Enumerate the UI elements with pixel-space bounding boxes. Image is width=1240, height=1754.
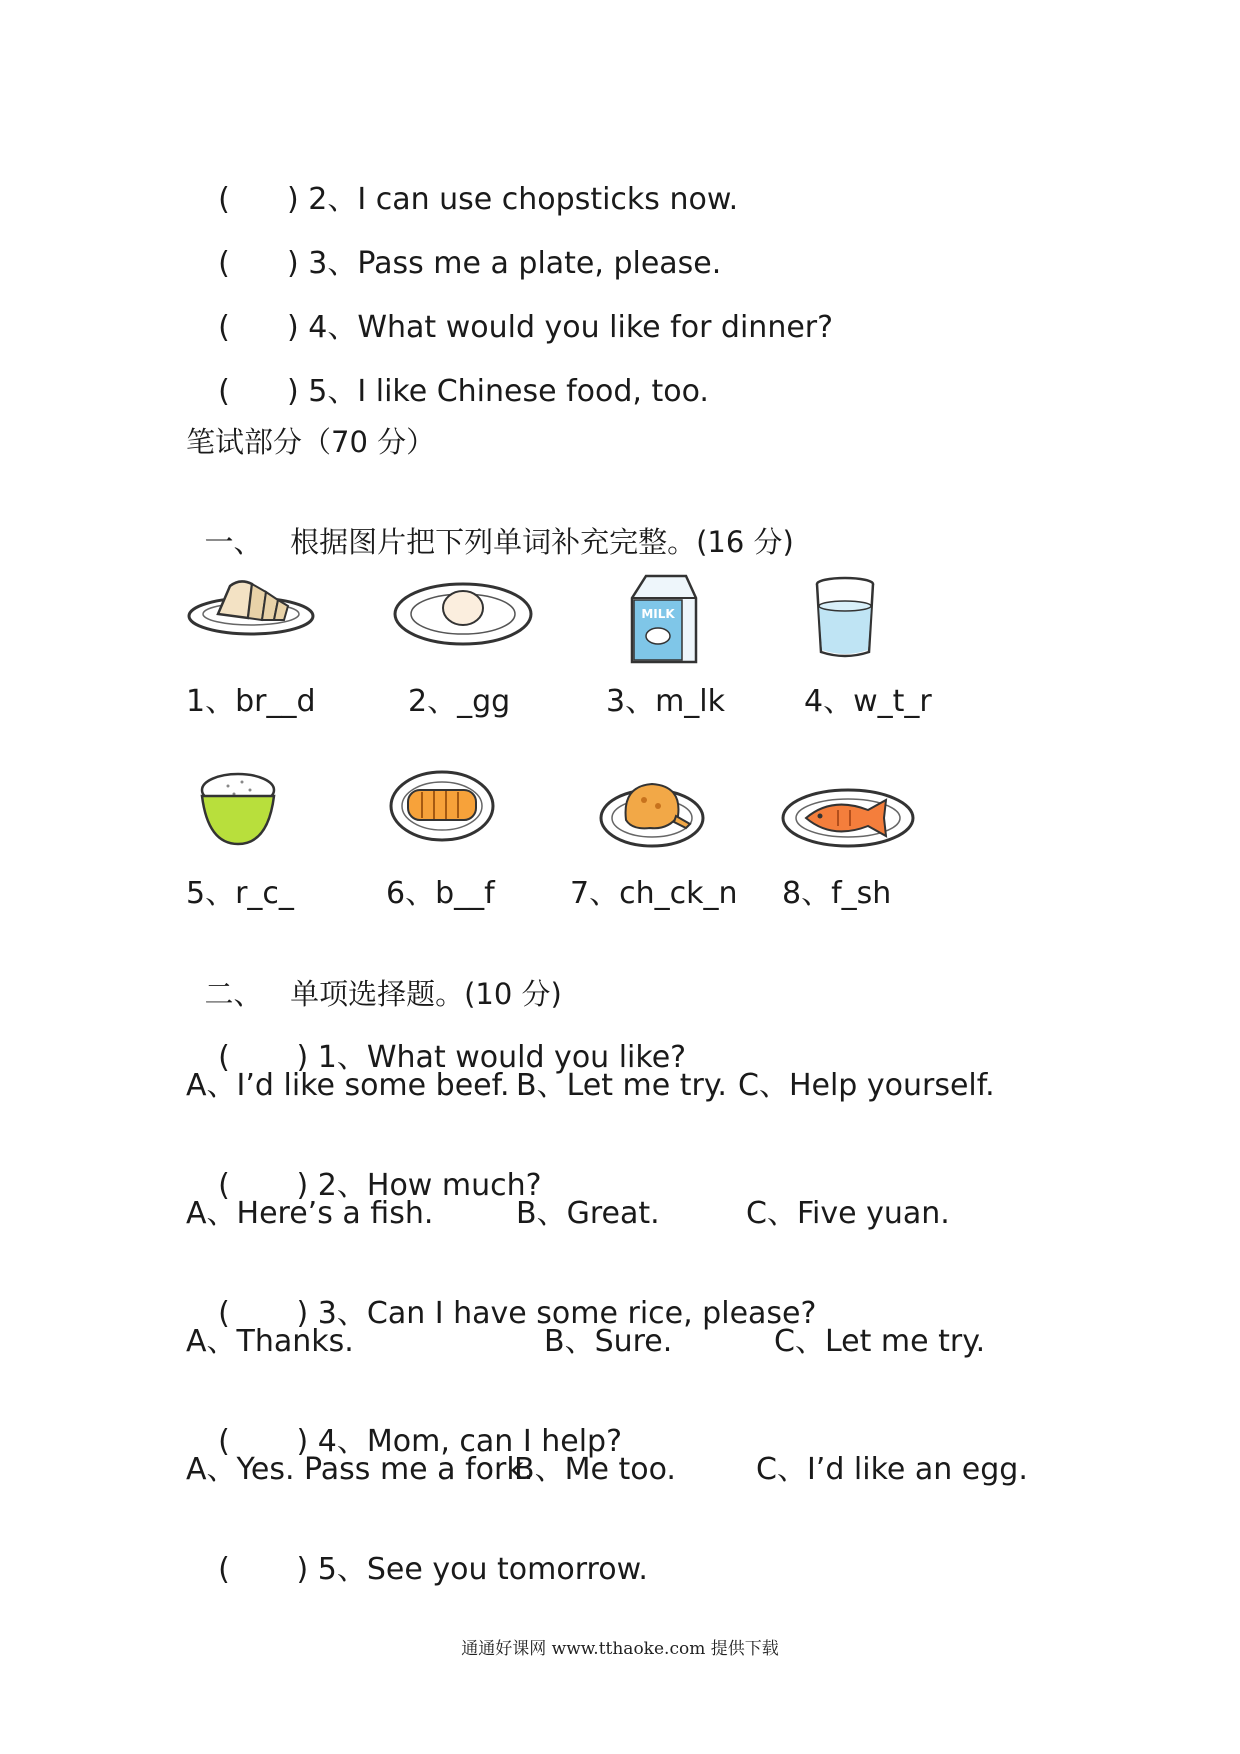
item-text: What would you like for dinner? [357,310,834,345]
bread-icon [186,570,316,640]
option-a[interactable]: A、I’d like some beef. [186,1068,510,1103]
rice-icon [198,768,278,848]
answer-paren[interactable]: ( ) [218,1296,309,1331]
answer-paren[interactable]: ( ) [218,374,299,409]
answer-paren[interactable]: ( ) [218,182,299,217]
word-item-7: 7、ch_ck_n [570,876,738,911]
question-5 [199,1516,648,1588]
section-label: 一、 [204,525,263,559]
water-icon [814,576,876,660]
question-text: 3、Can I have some rice, please? [317,1296,817,1331]
option-b[interactable]: B、Great. [516,1196,660,1231]
milk-icon [624,572,702,666]
written-part-heading: 笔试部分（70 分） [186,425,436,459]
item-text: I like Chinese food, too. [357,374,709,409]
section-label: 二、 [204,977,263,1011]
word-item-5: 5、r_c_ [186,876,294,911]
question-4 [199,1388,622,1460]
question-text: 2、How much? [317,1168,542,1203]
question-3 [199,1260,816,1332]
option-b[interactable]: B、Me too. [514,1452,676,1487]
listening-item-3 [199,210,721,282]
answer-paren[interactable]: ( ) [218,1424,309,1459]
word-item-1: 1、br__d [186,684,316,719]
listening-item-2 [199,146,738,218]
option-c[interactable]: C、Five yuan. [746,1196,950,1231]
item-number: 2、 [308,182,358,217]
question-1 [199,1004,686,1076]
question-text: 1、What would you like? [317,1040,687,1075]
answer-paren[interactable]: ( ) [218,310,299,345]
item-number: 3、 [308,246,358,281]
option-a[interactable]: A、Yes. Pass me a fork. [186,1452,534,1487]
answer-paren[interactable]: ( ) [218,1040,309,1075]
word-item-4: 4、w_t_r [804,684,932,719]
question-2 [199,1132,542,1204]
word-item-6: 6、b__f [386,876,495,911]
option-c[interactable]: C、I’d like an egg. [756,1452,1028,1487]
answer-paren[interactable]: ( ) [218,246,299,281]
section1-heading [186,488,794,560]
section-title: 单项选择题。(10 分) [290,977,562,1011]
word-item-3: 3、m_lk [606,684,726,719]
answer-paren[interactable]: ( ) [218,1168,309,1203]
listening-item-4 [199,274,833,346]
chicken-icon [598,776,706,852]
option-b[interactable]: B、Sure. [544,1324,673,1359]
option-a[interactable]: A、Thanks. [186,1324,354,1359]
beef-icon [388,768,496,844]
item-text: I can use chopsticks now. [357,182,739,217]
listening-item-5 [199,338,709,410]
word-item-8: 8、f_sh [782,876,892,911]
answer-paren[interactable]: ( ) [218,1552,309,1587]
question-text: 4、Mom, can I help? [317,1424,623,1459]
option-b[interactable]: B、Let me try. [516,1068,727,1103]
footer-source: 通通好课网 www.tthaoke.com 提供下载 [461,1639,779,1659]
item-number: 5、 [308,374,358,409]
item-number: 4、 [308,310,358,345]
item-text: Pass me a plate, please. [357,246,722,281]
milk-carton-label: MILK [641,607,675,621]
word-item-2: 2、_gg [408,684,511,719]
option-c[interactable]: C、Help yourself. [738,1068,995,1103]
question-text: 5、See you tomorrow. [317,1552,648,1587]
option-a[interactable]: A、Here’s a fish. [186,1196,434,1231]
fish-icon [780,786,916,850]
section-title: 根据图片把下列单词补充完整。(16 分) [290,525,794,559]
option-c[interactable]: C、Let me try. [774,1324,986,1359]
egg-icon [392,578,534,650]
section2-heading [186,940,562,1012]
